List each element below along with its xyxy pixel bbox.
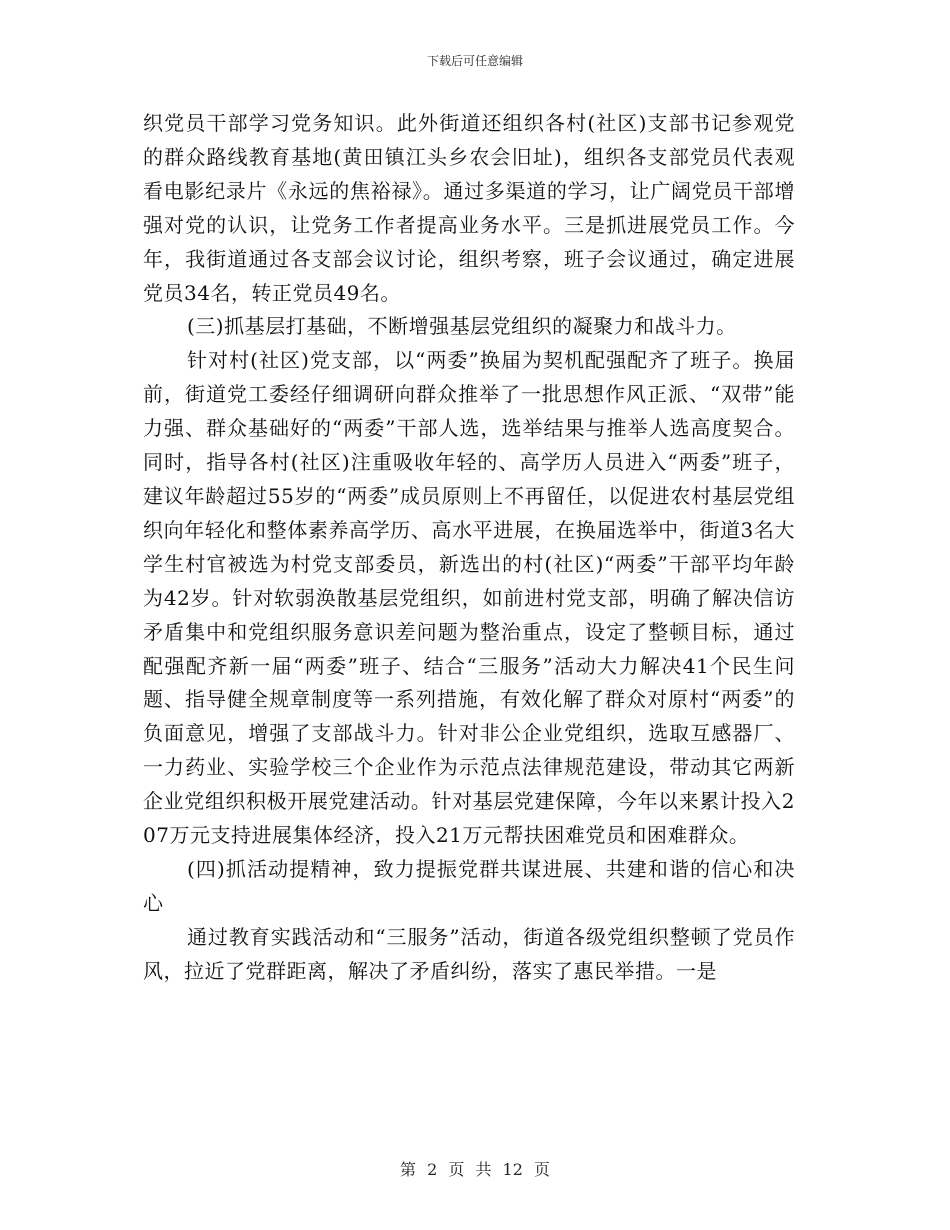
page-number-footer: 第 2 页 共 12 页 [400, 1160, 550, 1179]
section-heading-3: (三)抓基层打基础，不断增强基层党组织的凝聚力和战斗力。 [187, 314, 737, 339]
section-heading-4: (四)抓活动提精神，致力提振党群共谋进展、共建和谐的信心和决心 [143, 856, 795, 915]
document-body [143, 107, 795, 989]
paragraph-continuation: 织党员干部学习党务知识。此外街道还组织各村(社区)支部书记参观党的群众路线教育基地(黄田镇江头乡农会旧址)，组织各支部党员代表观看电影纪录片《永远的焦裕禄》。通过多渠道的学习，让广阔党员干部增强对党的认识，让党务工作者提高业务水平。三是抓进展党员工作。今年，我街道通过各支部会议讨论，组织考察，班子会议通过，确定进展党员34名，转正党员49名。 [143, 111, 795, 305]
paragraph-section-3: 针对村(社区)党支部，以“两委”换届为契机配强配齐了班子。换届前，街道党工委经仔细调研向群众推举了一批思想作风正派、“双带”能力强、群众基础好的“两委”干部人选，选举结果与推举人选高度契合。同时，指导各村(社区)注重吸收年轻的、高学历人员进入“两委”班子，建议年龄超过55岁的“两委”成员原则上不再留任，以促进农村基层党组织向年轻化和整体素养高学历、高水平进展，在换届选举中，街道3名大学生村官被选为村党支部委员，新选出的村(社区)“两委”干部平均年龄为42岁。针对软弱涣散基层党组织，如前进村党支部，明确了解决信访矛盾集中和党组织服务意识差问题为整治重点，设定了整顿目标，通过配强配齐新一届“两委”班子、结合“三服务”活动大力解决41个民生问题、指导健全规章制度等一系列措施，有效化解了群众对原村“两委”的负面意见，增强了支部战斗力。针对非公企业党组织，选取互感器厂、一力药业、实验学校三个企业作为示范点法律规范建设，带动其它两新企业党组织积极开展党建活动。针对基层党建保障，今年以来累计投入207万元支持进展集体经济，投入21万元帮扶困难党员和困难群众。 [143, 348, 795, 848]
paragraph-section-4: 通过教育实践活动和“三服务”活动，街道各级党组织整顿了党员作风，拉近了党群距离，解决了矛盾纠纷，落实了惠民举措。一是 [143, 924, 795, 983]
page-header: 下载后可任意编辑 [426, 54, 523, 68]
